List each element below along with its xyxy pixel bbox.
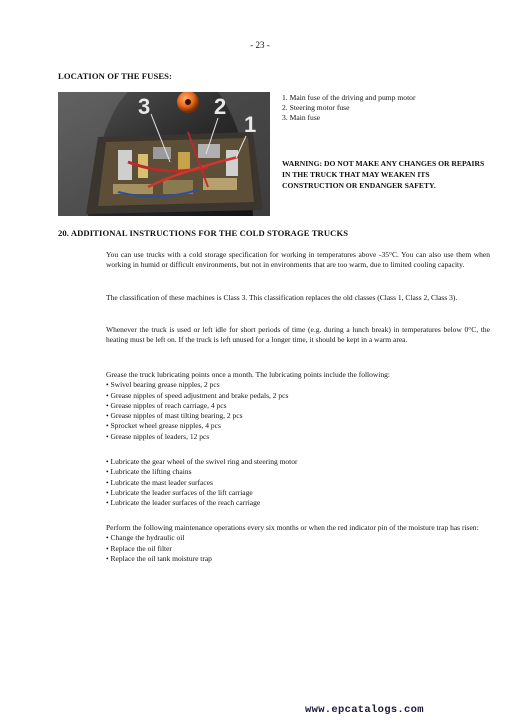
fuse-item: 2. Steering motor fuse	[282, 103, 350, 112]
paragraph-cold-storage: You can use trucks with a cold storage specification for working in temperatures above -35°C. You can also use them when working in humid or difficult environments, but not in environments that are too warm, due to limited cooling capacity.	[106, 250, 490, 270]
maintenance-section	[106, 523, 490, 564]
list-item: • Grease nipples of reach carriage, 4 pcs	[106, 400, 227, 410]
grease-intro: Grease the truck lubricating points once a month. The lubricating points include the following:	[106, 370, 390, 379]
list-item: • Lubricate the gear wheel of the swivel ring and steering motor	[106, 457, 298, 466]
safety-warning: WARNING: DO NOT MAKE ANY CHANGES OR REPAIRS IN THE TRUCK THAT MAY WEAKEN ITS CONSTRUCTION OR ENDANGER SAFETY.	[282, 159, 485, 190]
fuse-box-photo	[58, 92, 270, 216]
list-item: • Grease nipples of mast tilting bearing, 2 pcs	[106, 411, 243, 421]
paragraph-heating: Whenever the truck is used or left idle for short periods of time (e.g. during a lunch break) in temperatures below 0°C, the heating must be left on. If the truck is left unused for a longer time, it should be kept in a warm area.	[106, 325, 490, 345]
list-item: • Lubricate the leader surfaces of the lift carriage	[106, 487, 253, 497]
list-item: • Replace the oil filter	[106, 543, 172, 553]
list-item: • Replace the oil tank moisture trap	[106, 553, 212, 563]
fuse-item: 1. Main fuse of the driving and pump motor	[282, 93, 416, 102]
list-item: • Lubricate the leader surfaces of the reach carriage	[106, 498, 261, 508]
list-item: • Sprocket wheel grease nipples, 4 pcs	[106, 421, 221, 431]
maintenance-intro: Perform the following maintenance operations every six months or when the red indicator pin of the moisture trap has risen:	[106, 523, 479, 532]
list-item: • Lubricate the mast leader surfaces	[106, 477, 213, 487]
grease-section	[106, 370, 490, 442]
list-item: • Grease nipples of leaders, 12 pcs	[106, 431, 210, 441]
paragraph-classification: The classification of these machines is Class 3. This classification replaces the old classes (Class 1, Class 2, Class 3).	[106, 293, 458, 302]
list-item: • Grease nipples of speed adjustment and brake pedals, 2 pcs	[106, 390, 289, 400]
fuse-label-3: 3	[138, 94, 151, 119]
list-item: • Lubricate the lifting chains	[106, 467, 192, 477]
section-20-heading: 20. ADDITIONAL INSTRUCTIONS FOR THE COLD STORAGE TRUCKS	[58, 228, 349, 238]
lubricate-section	[106, 457, 490, 508]
fuse-label-2: 2	[214, 94, 227, 119]
footer-url: www.epcatalogs.com	[305, 704, 424, 716]
fuse-item: 3. Main fuse	[282, 113, 321, 122]
page-number: - 23 -	[250, 40, 270, 50]
fuse-list	[282, 93, 502, 123]
fuse-label-1: 1	[244, 112, 257, 137]
list-item: • Change the hydraulic oil	[106, 533, 185, 543]
list-item: • Swivel bearing grease nipples, 2 pcs	[106, 380, 220, 390]
fuse-location-heading: LOCATION OF THE FUSES:	[58, 71, 173, 81]
